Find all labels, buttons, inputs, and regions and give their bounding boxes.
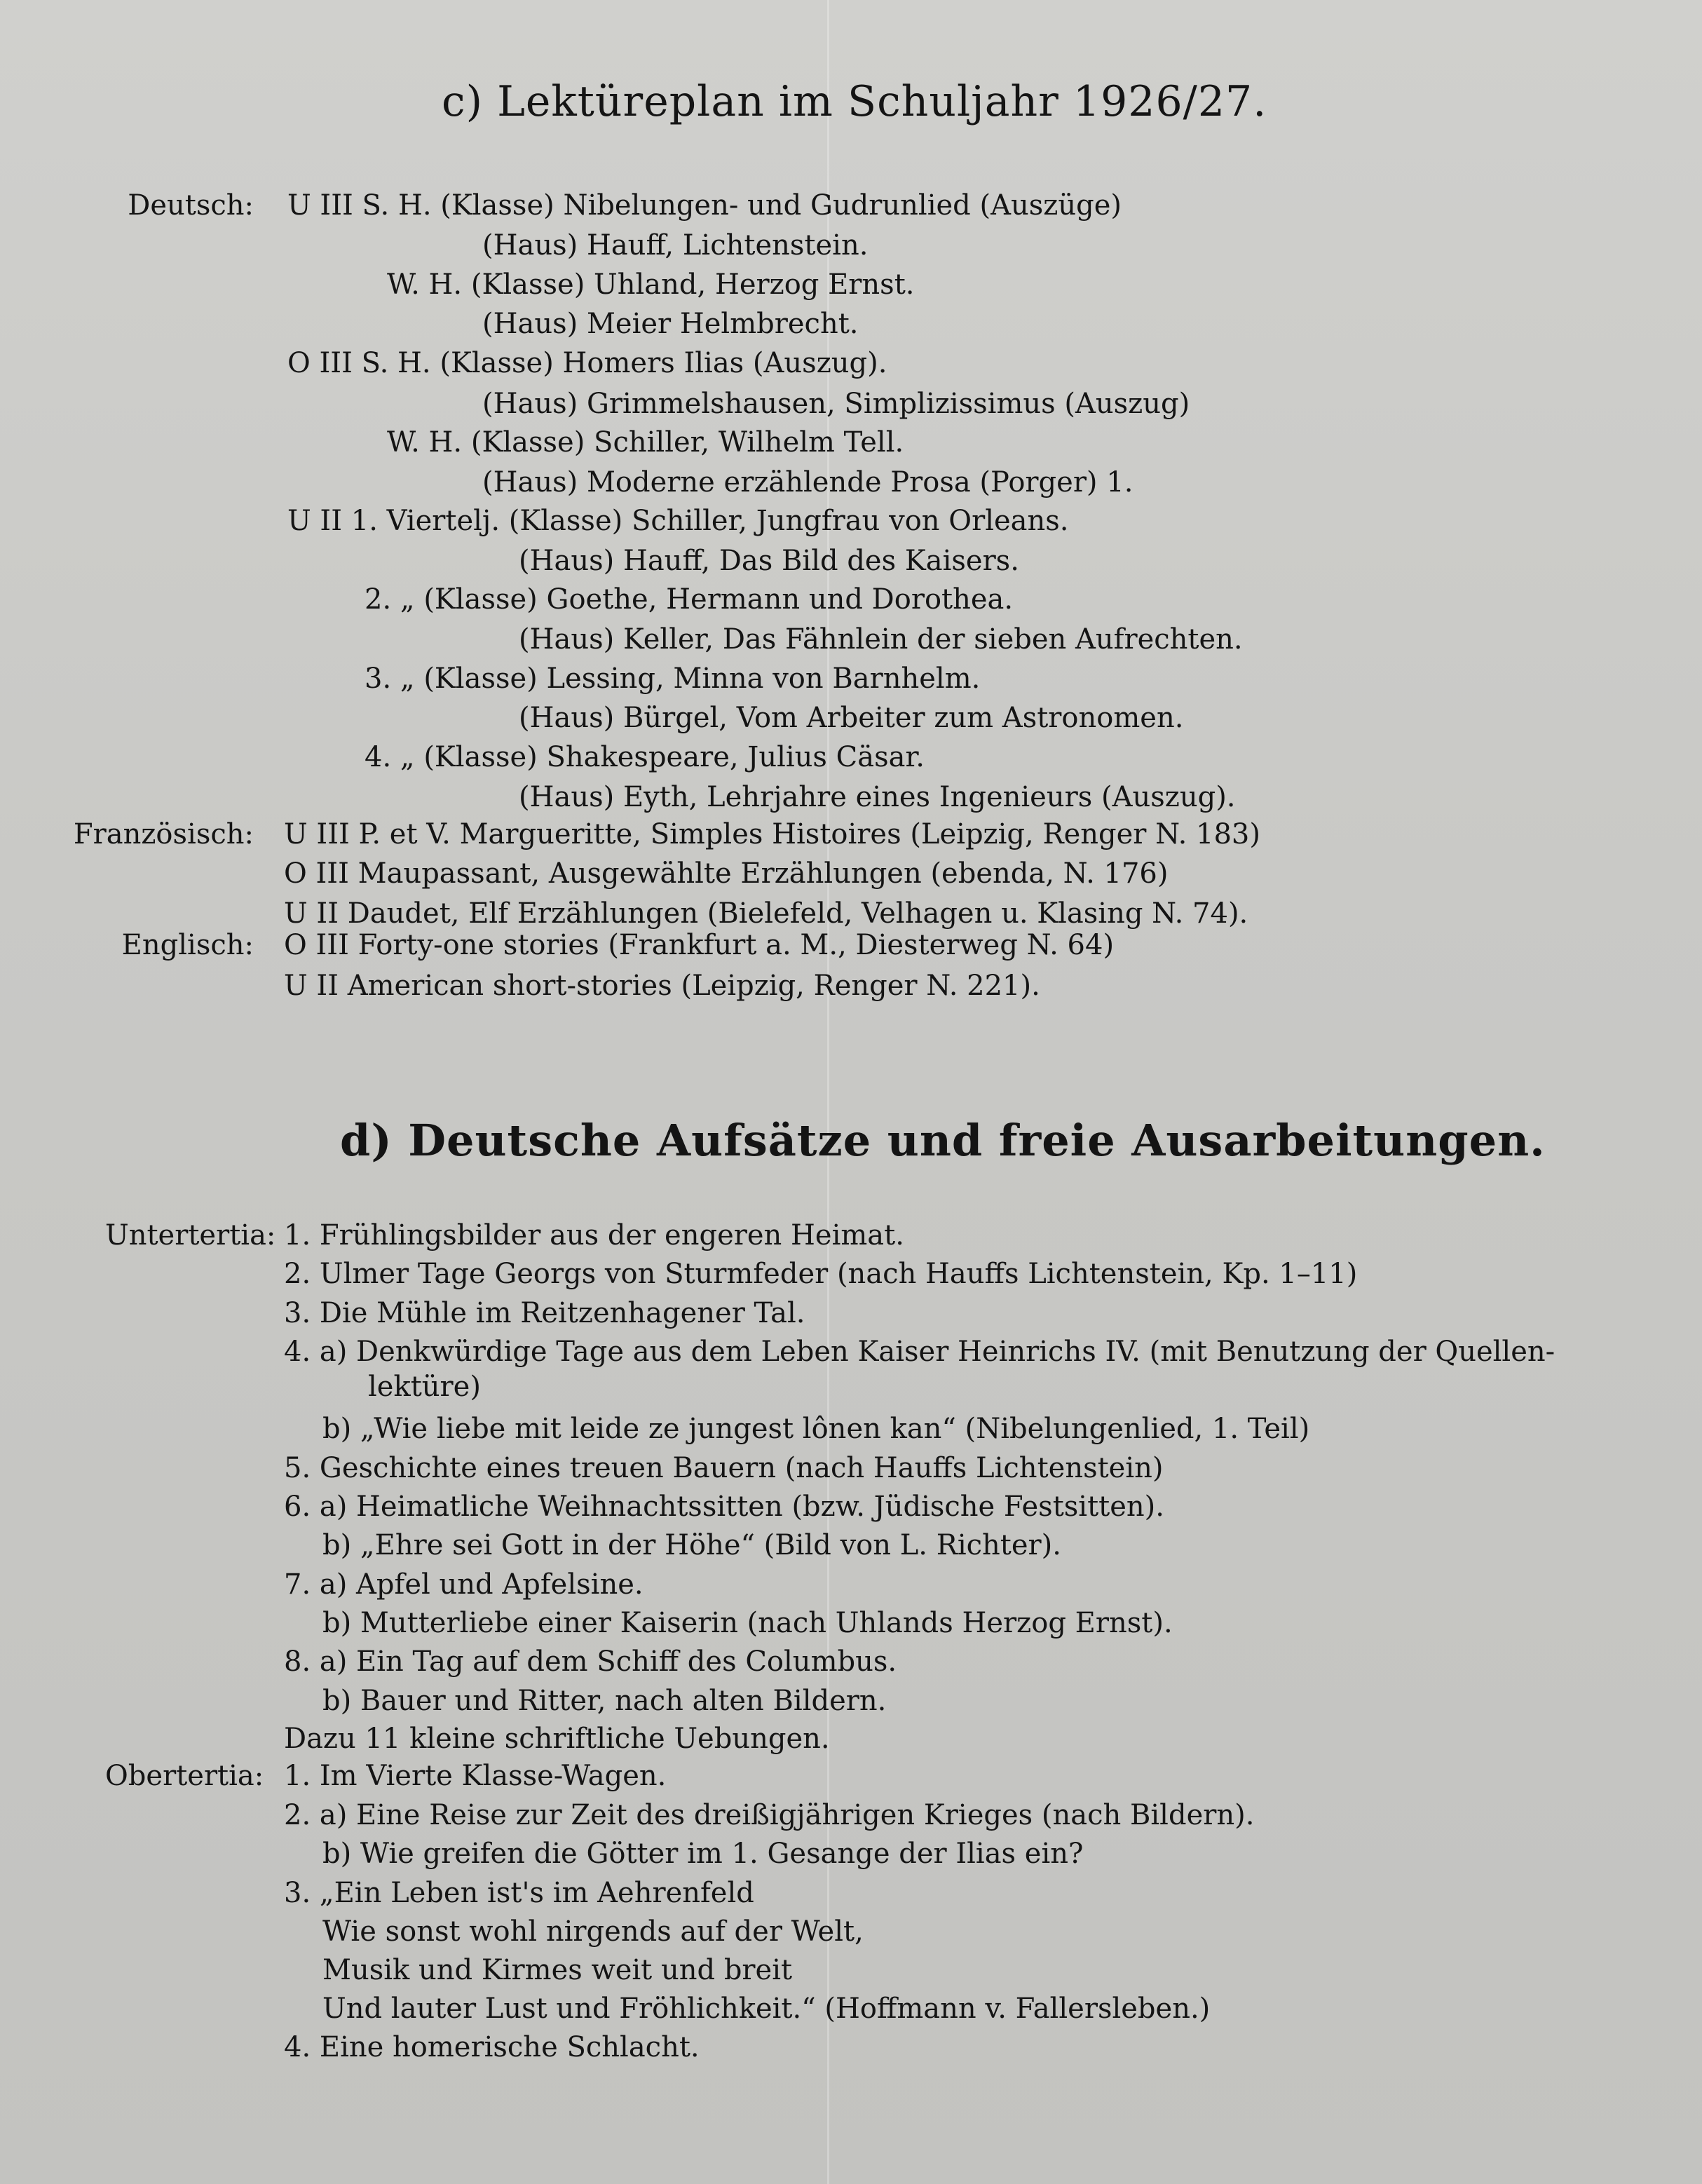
reading-line: (Haus) Keller, Das Fähnlein der sieben Aufrechten. (519, 623, 1243, 656)
poem-line: Und lauter Lust und Fröhlichkeit.“ (Hoffmann v. Fallersleben.) (322, 1993, 1211, 2025)
subject-label-franzoesisch: Französisch: (73, 818, 254, 850)
essay-line: lektüre) (368, 1371, 481, 1403)
reading-line: U III P. et V. Margueritte, Simples Histoires (Leipzig, Renger N. 183) (284, 818, 1260, 850)
essay-line: 1. Im Vierte Klasse-Wagen. (284, 1760, 667, 1792)
reading-line: (Haus) Bürgel, Vom Arbeiter zum Astronomen. (519, 702, 1184, 734)
essay-line: 6. a) Heimatliche Weihnachtssitten (bzw. Jüdische Festsitten). (284, 1491, 1164, 1523)
essay-line: 2. a) Eine Reise zur Zeit des dreißigjährigen Krieges (nach Bildern). (284, 1799, 1255, 1831)
class-label-obertertia: Obertertia: (105, 1760, 264, 1792)
essay-line: b) „Ehre sei Gott in der Höhe“ (Bild von L. Richter). (322, 1529, 1061, 1561)
reading-line: U III S. H. (Klasse) Nibelungen- und Gudrunlied (Auszüge) (287, 189, 1122, 222)
essay-line: 7. a) Apfel und Apfelsine. (284, 1568, 644, 1601)
reading-line: (Haus) Hauff, Das Bild des Kaisers. (519, 545, 1019, 577)
reading-line: (Haus) Meier Helmbrecht. (482, 308, 859, 340)
reading-line: O III Maupassant, Ausgewählte Erzählungen (ebenda, N. 176) (284, 857, 1169, 890)
reading-line: W. H. (Klasse) Schiller, Wilhelm Tell. (387, 426, 904, 459)
essay-line: 1. Frühlingsbilder aus der engeren Heimat. (284, 1219, 904, 1252)
essay-line: 3. „Ein Leben ist's im Aehrenfeld (284, 1877, 754, 1909)
poem-line: Musik und Kirmes weit und breit (322, 1954, 793, 1986)
essay-line: 8. a) Ein Tag auf dem Schiff des Columbus. (284, 1646, 897, 1678)
essay-line: b) Wie greifen die Götter im 1. Gesange der Ilias ein? (322, 1838, 1084, 1870)
essay-line: 4. Eine homerische Schlacht. (284, 2031, 700, 2063)
reading-line: (Haus) Grimmelshausen, Simplizissimus (Auszug) (482, 388, 1190, 420)
essay-line: 3. Die Mühle im Reitzenhagener Tal. (284, 1297, 805, 1329)
section-title-aufsaetze: d) Deutsche Aufsätze und freie Ausarbeitungen. (340, 1115, 1546, 1166)
essay-line: Dazu 11 kleine schriftliche Uebungen. (284, 1723, 830, 1755)
poem-line: Wie sonst wohl nirgends auf der Welt, (322, 1915, 864, 1948)
subject-label-deutsch: Deutsch: (128, 189, 254, 222)
essay-line: 2. Ulmer Tage Georgs von Sturmfeder (nach Hauffs Lichtenstein, Kp. 1–11) (284, 1258, 1358, 1290)
reading-line: (Haus) Hauff, Lichtenstein. (482, 229, 869, 262)
reading-line: 2. „ (Klasse) Goethe, Hermann und Dorothea. (365, 583, 1014, 616)
reading-line: 4. „ (Klasse) Shakespeare, Julius Cäsar. (365, 741, 925, 773)
essay-line: 5. Geschichte eines treuen Bauern (nach Hauffs Lichtenstein) (284, 1452, 1164, 1484)
reading-line: (Haus) Moderne erzählende Prosa (Porger) 1. (482, 466, 1133, 498)
essay-line: b) Bauer und Ritter, nach alten Bildern. (322, 1685, 887, 1717)
reading-line: O III Forty-one stories (Frankfurt a. M., Diesterweg N. 64) (284, 929, 1115, 961)
subject-label-englisch: Englisch: (121, 929, 254, 961)
reading-line: U II American short-stories (Leipzig, Renger N. 221). (284, 970, 1040, 1002)
essay-line: 4. a) Denkwürdige Tage aus dem Leben Kaiser Heinrichs IV. (mit Benutzung der Quellen- (284, 1336, 1555, 1368)
reading-line: U II Daudet, Elf Erzählungen (Bielefeld, Velhagen u. Klasing N. 74). (284, 897, 1248, 930)
class-label-untertertia: Untertertia: (105, 1219, 276, 1252)
essay-line: b) Mutterliebe einer Kaiserin (nach Uhlands Herzog Ernst). (322, 1607, 1173, 1639)
reading-line: (Haus) Eyth, Lehrjahre eines Ingenieurs (Auszug). (519, 781, 1236, 813)
reading-line: 3. „ (Klasse) Lessing, Minna von Barnhelm. (365, 663, 981, 695)
section-title-lektuereplan: c) Lektüreplan im Schuljahr 1926/27. (442, 77, 1267, 126)
reading-line: W. H. (Klasse) Uhland, Herzog Ernst. (387, 269, 915, 301)
reading-line: O III S. H. (Klasse) Homers Ilias (Auszug). (287, 347, 887, 379)
essay-line: b) „Wie liebe mit leide ze jungest lônen kan“ (Nibelungenlied, 1. Teil) (322, 1413, 1310, 1445)
reading-line: U II 1. Viertelj. (Klasse) Schiller, Jungfrau von Orleans. (287, 505, 1069, 537)
